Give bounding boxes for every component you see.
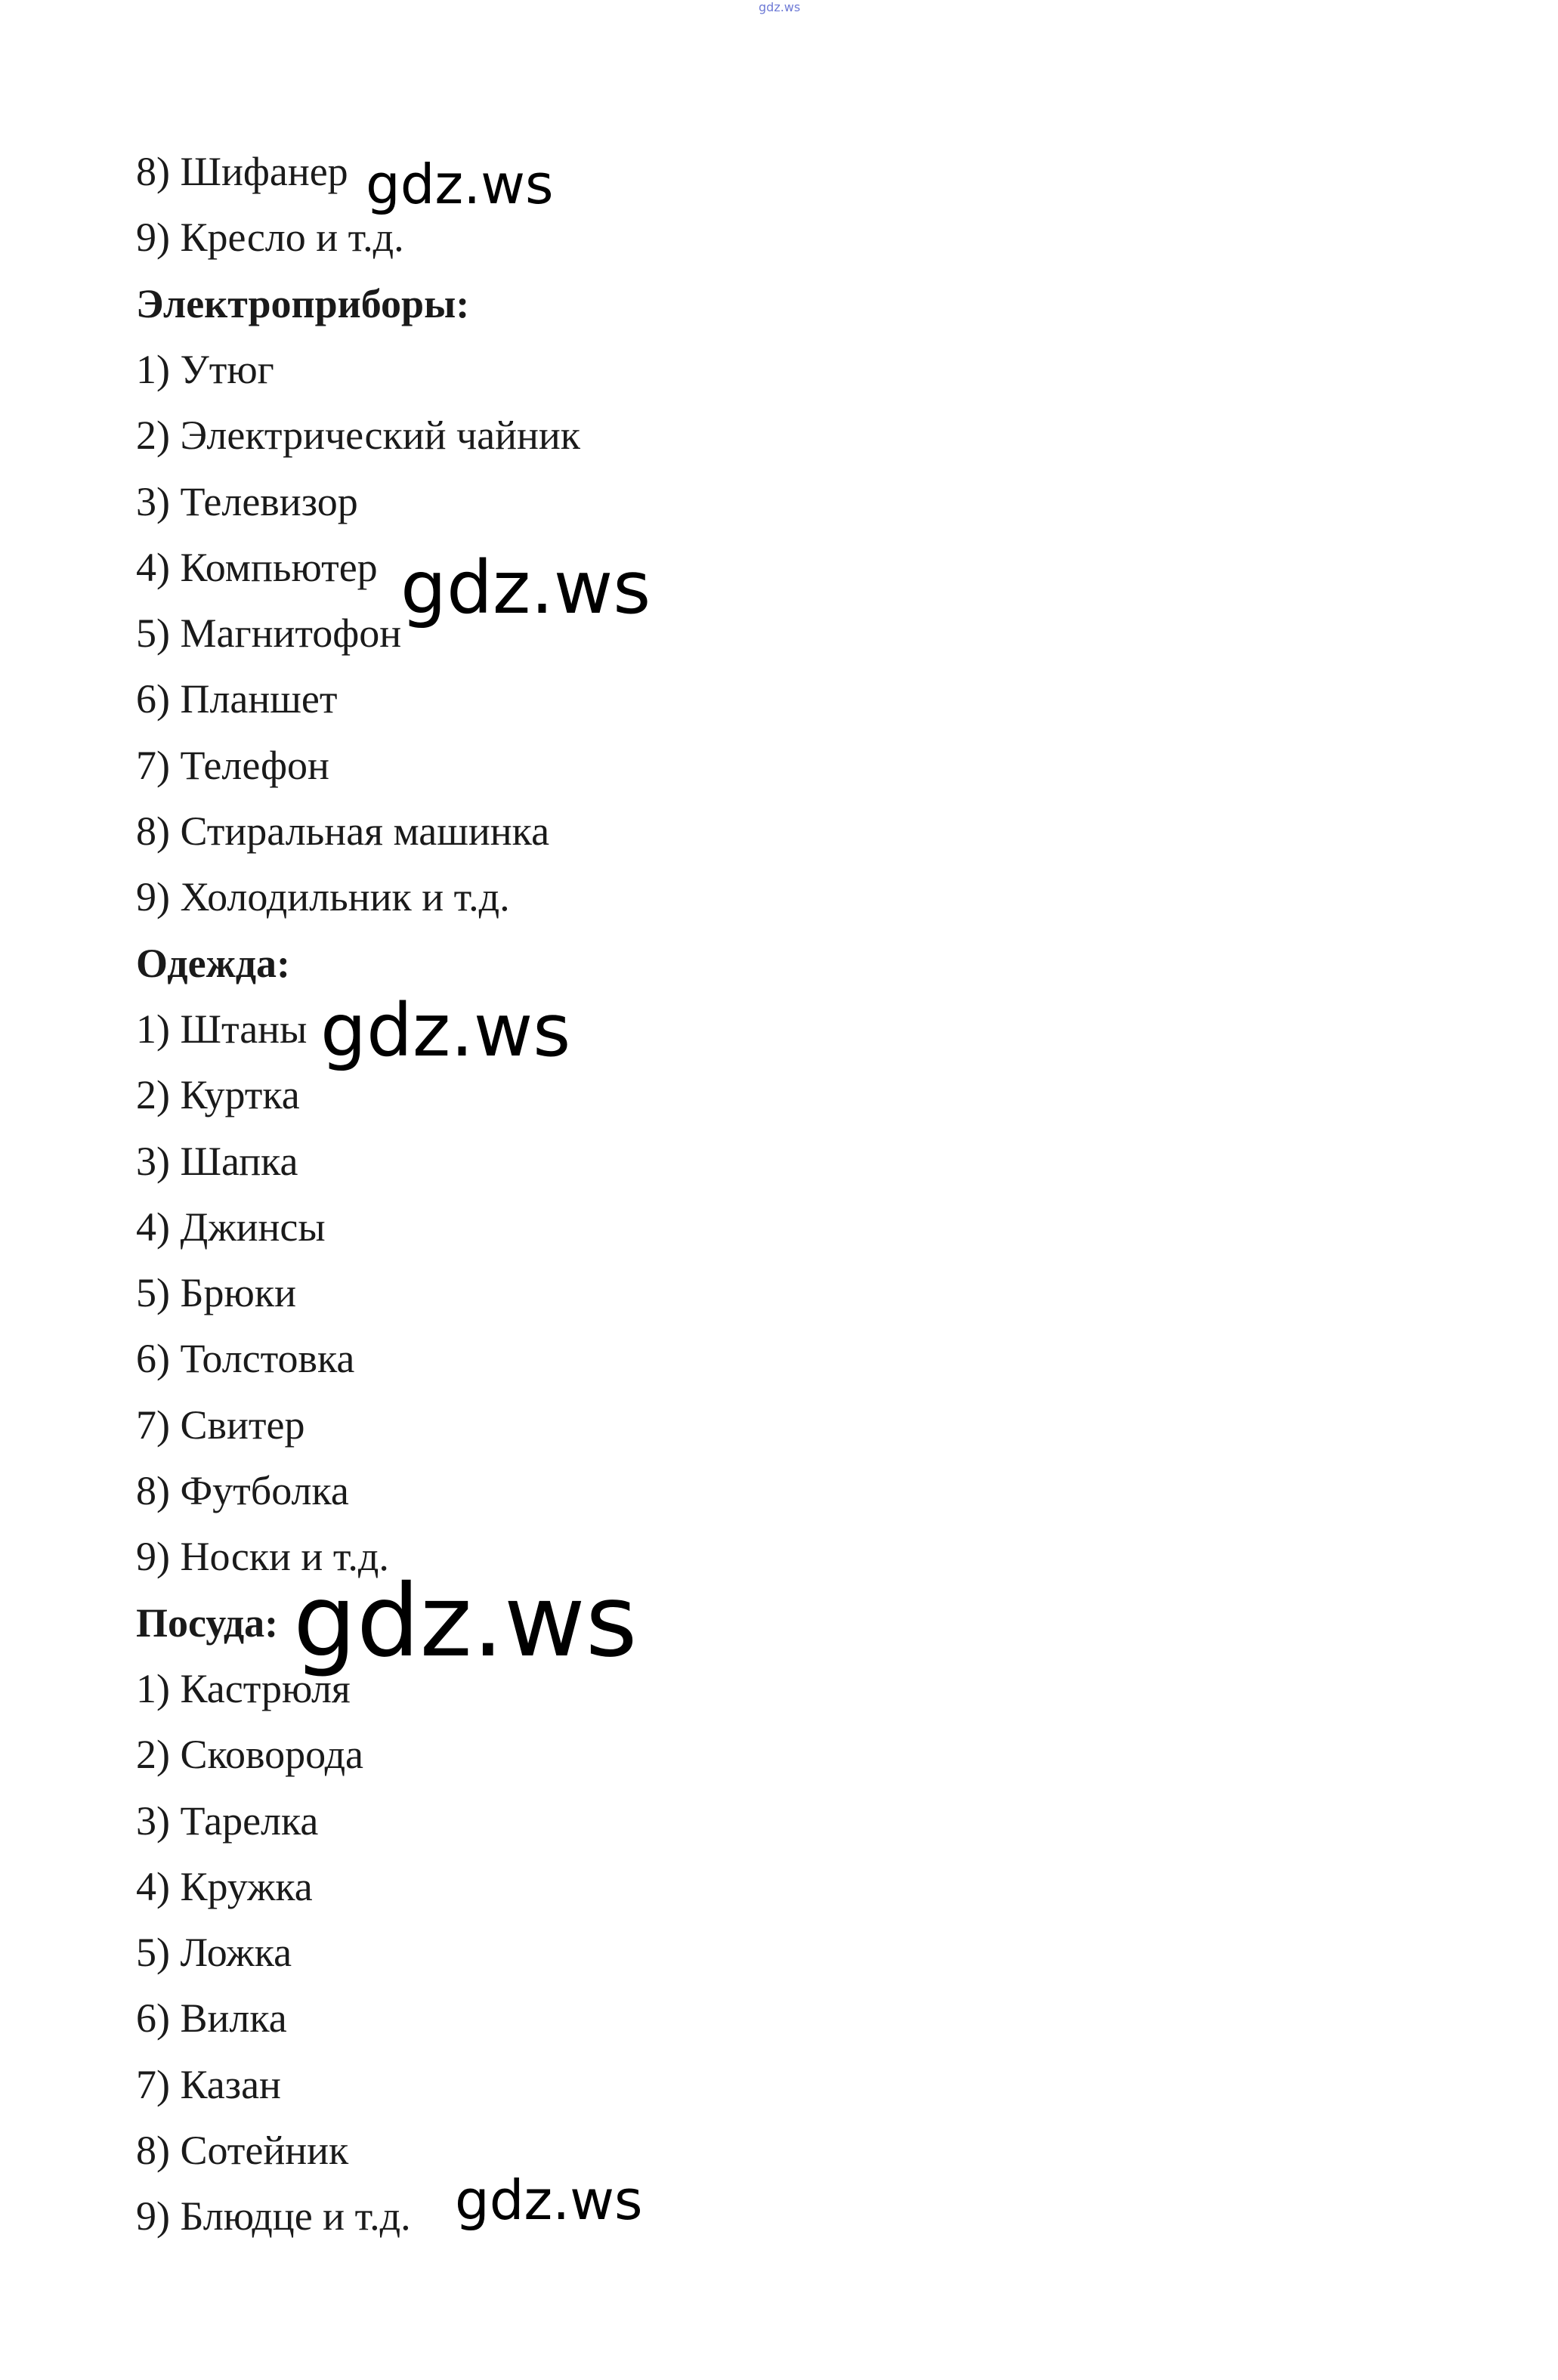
list-item: 8) Стиральная машинка	[136, 808, 550, 854]
section-heading: Посуда:	[136, 1600, 279, 1646]
list-item: 6) Планшет	[136, 676, 338, 722]
list-item: 9) Холодильник и т.д.	[136, 874, 510, 920]
list-item: 7) Телефон	[136, 743, 329, 788]
watermark: gdz.ws	[366, 153, 554, 216]
watermark: gdz.ws	[320, 988, 571, 1073]
list-item: 4) Компьютер	[136, 545, 378, 590]
watermark: gdz.ws	[293, 1563, 638, 1680]
list-item: 4) Кружка	[136, 1864, 313, 1909]
list-item: 6) Толстовка	[136, 1336, 355, 1381]
watermark: gdz.ws	[400, 546, 651, 630]
list-item: 2) Куртка	[136, 1072, 300, 1117]
list-item: 1) Утюг	[136, 347, 274, 392]
list-item: 5) Ложка	[136, 1930, 292, 1975]
list-item: 5) Брюки	[136, 1270, 296, 1315]
list-item: 1) Штаны	[136, 1006, 308, 1052]
list-item: 9) Блюдце и т.д.	[136, 2193, 411, 2239]
list-item: 2) Электрический чайник	[136, 413, 581, 458]
section-heading: Электроприборы:	[136, 281, 470, 326]
list-item: 3) Тарелка	[136, 1798, 319, 1844]
list-item: 8) Шифанер	[136, 149, 348, 194]
list-item: 8) Футболка	[136, 1468, 349, 1513]
list-item: 1) Кастрюля	[136, 1666, 351, 1711]
list-item: 2) Сковорода	[136, 1732, 364, 1777]
list-item: 5) Магнитофон	[136, 610, 402, 656]
section-heading: Одежда:	[136, 941, 291, 986]
list-item: 7) Свитер	[136, 1402, 305, 1448]
list-item: 6) Вилка	[136, 1995, 287, 2041]
list-item: 9) Носки и т.д.	[136, 1534, 389, 1579]
top-watermark: gdz.ws	[759, 0, 801, 14]
list-item: 7) Казан	[136, 2062, 281, 2107]
list-item: 3) Телевизор	[136, 479, 358, 524]
list-item: 9) Кресло и т.д.	[136, 215, 404, 260]
list-item: 8) Сотейник	[136, 2128, 349, 2173]
watermark: gdz.ws	[455, 2168, 643, 2232]
list-item: 4) Джинсы	[136, 1204, 326, 1250]
list-item: 3) Шапка	[136, 1139, 298, 1184]
